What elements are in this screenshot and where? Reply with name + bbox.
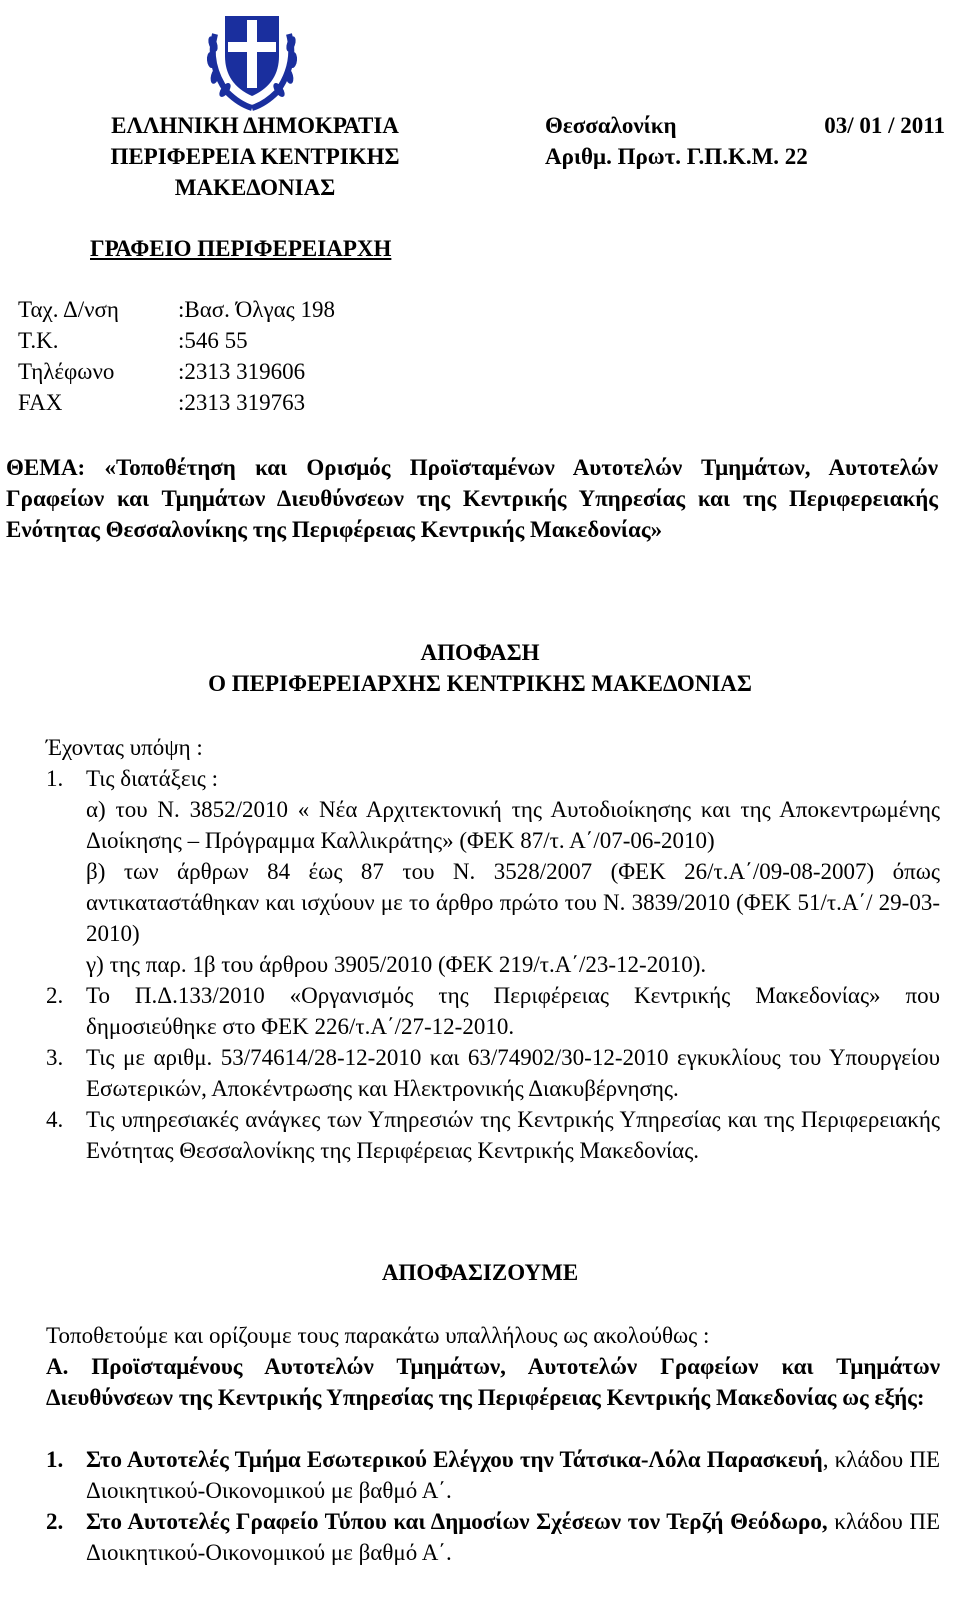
greek-coat-of-arms-icon	[197, 4, 307, 114]
issuer-line: ΜΑΚΕΔΟΝΙΑΣ	[174, 175, 336, 200]
item-text: Τις διατάξεις :	[86, 766, 219, 791]
assignment-detail: , κλάδου ΠΕ Διοικητικού-Οικονομικού με βαθμό Α΄.	[86, 1447, 940, 1503]
contact-value: :Βασ. Όλγας 198	[178, 297, 336, 322]
date-protocol-block	[545, 110, 945, 172]
issuer-line: ΕΛΛΗΝΙΚΗ ΔΗΜΟΚΡΑΤΙΑ	[111, 113, 399, 138]
office-title: ΓΡΑΦΕΙΟ ΠΕΡΙΦΕΡΕΙΑΡΧΗ	[90, 236, 392, 261]
protocol-number: Αριθμ. Πρωτ. Γ.Π.Κ.Μ. 22	[545, 144, 808, 169]
contact-row	[18, 294, 335, 325]
list-item	[46, 763, 940, 980]
item-text: Το Π.Δ.133/2010 «Οργανισμός της Περιφέρειας Κεντρικής Μακεδονίας» που δημοσιεύθηκε στο ΦΕΚ 226/τ.Α΄/27-12-2010.	[86, 983, 940, 1039]
contact-row	[18, 387, 335, 418]
contact-row	[18, 356, 335, 387]
date: 03/ 01 / 2011	[824, 113, 945, 138]
assignment-title: Στο Αυτοτελές Γραφείο Τύπου και Δημοσίων Σχέσεων τον Τερζή Θεόδωρο,	[86, 1509, 828, 1534]
decision-subtitle: Ο ΠΕΡΙΦΕΡΕΙΑΡΧΗΣ ΚΕΝΤΡΙΚΗΣ ΜΑΚΕΔΟΝΙΑΣ	[208, 671, 752, 696]
decide-heading: ΑΠΟΦΑΣΙΖΟΥΜΕ	[381, 1260, 579, 1285]
placement-intro: Τοποθετούμε και ορίζουμε τους παρακάτω υπαλλήλους ως ακολούθως :	[46, 1323, 710, 1348]
item-number: 2.	[46, 1509, 64, 1534]
item-number: 3.	[46, 1045, 64, 1070]
contact-label: Τ.Κ.	[18, 328, 59, 353]
item-text: Τις υπηρεσιακές ανάγκες των Υπηρεσιών της Κεντρικής Υπηρεσίας και της Περιφερειακής Ενότητας Θεσσαλονίκης της Περιφέρειας Κεντρικής Μακεδονίας.	[86, 1107, 940, 1163]
decision-heading	[0, 637, 960, 699]
contact-value: :546 55	[178, 328, 248, 353]
item-number: 1.	[46, 766, 64, 791]
sub-item: γ) της παρ. 1β του άρθρου 3905/2010 (ΦΕΚ 219/τ.Α΄/23-12-2010).	[86, 952, 707, 977]
item-number: 1.	[46, 1447, 64, 1472]
sub-item: α) του Ν. 3852/2010 « Νέα Αρχιτεκτονική της Αυτοδιοίκησης και της Αποκεντρωμένης Διοίκησης – Πρόγραμμα Καλλικράτης» (ΦΕΚ 87/τ. Α΄/07-06-2010)	[86, 797, 940, 853]
issuer-line: ΠΕΡΙΦΕΡΕΙΑ ΚΕΝΤΡΙΚΗΣ	[110, 144, 400, 169]
considerations-list	[46, 763, 940, 1166]
contact-value: :2313 319606	[178, 359, 306, 384]
list-item	[46, 980, 940, 1042]
contact-value: :2313 319763	[178, 390, 306, 415]
list-item	[46, 1042, 940, 1104]
contact-row	[18, 325, 335, 356]
contact-block	[18, 294, 335, 418]
item-number: 2.	[46, 983, 64, 1008]
contact-label: FAX	[18, 390, 63, 415]
assignment-item	[46, 1444, 940, 1506]
considering-label: Έχοντας υπόψη :	[46, 735, 203, 760]
assignment-title: Στο Αυτοτελές Τμήμα Εσωτερικού Ελέγχου την Τάτσικα-Λόλα Παρασκευή	[86, 1447, 823, 1472]
contact-label: Ταχ. Δ/νση	[18, 297, 119, 322]
list-item	[46, 1104, 940, 1166]
subject-paragraph: ΘΕΜΑ: «Τοποθέτηση και Ορισμός Προϊσταμένων Αυτοτελών Τμημάτων, Αυτοτελών Γραφείων και Τμημάτων Διευθύνσεων της Κεντρικής Υπηρεσίας και της Περιφερειακής Ενότητας Θεσσαλονίκης της Περιφέρειας Κεντρικής Μακεδονίας»	[6, 455, 938, 542]
issuer-block	[60, 110, 450, 203]
section-a-heading: Α. Προϊσταμένους Αυτοτελών Τμημάτων, Αυτοτελών Γραφείων και Τμημάτων Διευθύνσεων της Κεντρικής Υπηρεσίας της Περιφέρειας Κεντρικής Μακεδονίας ως εξής:	[46, 1354, 940, 1410]
item-number: 4.	[46, 1107, 64, 1132]
assignment-item	[46, 1506, 940, 1568]
assignments-list	[46, 1444, 940, 1568]
decision-title: ΑΠΟΦΑΣΗ	[420, 640, 540, 665]
city: Θεσσαλονίκη	[545, 113, 677, 138]
contact-label: Τηλέφωνο	[18, 359, 115, 384]
item-text: Τις με αριθμ. 53/74614/28-12-2010 και 63/74902/30-12-2010 εγκυκλίους του Υπουργείου Εσωτερικών, Αποκέντρωσης και Ηλεκτρονικής Διακυβέρνησης.	[86, 1045, 940, 1101]
sub-item: β) των άρθρων 84 έως 87 του Ν. 3528/2007 (ΦΕΚ 26/τ.Α΄/09-08-2007) όπως αντικαταστάθηκαν και ισχύουν με το άρθρο πρώτο του Ν. 3839/2010 (ΦΕΚ 51/τ.Α΄/ 29-03-2010)	[86, 859, 940, 946]
assignment-detail: κλάδου ΠΕ Διοικητικού-Οικονομικού με βαθμό Α΄.	[86, 1509, 941, 1565]
